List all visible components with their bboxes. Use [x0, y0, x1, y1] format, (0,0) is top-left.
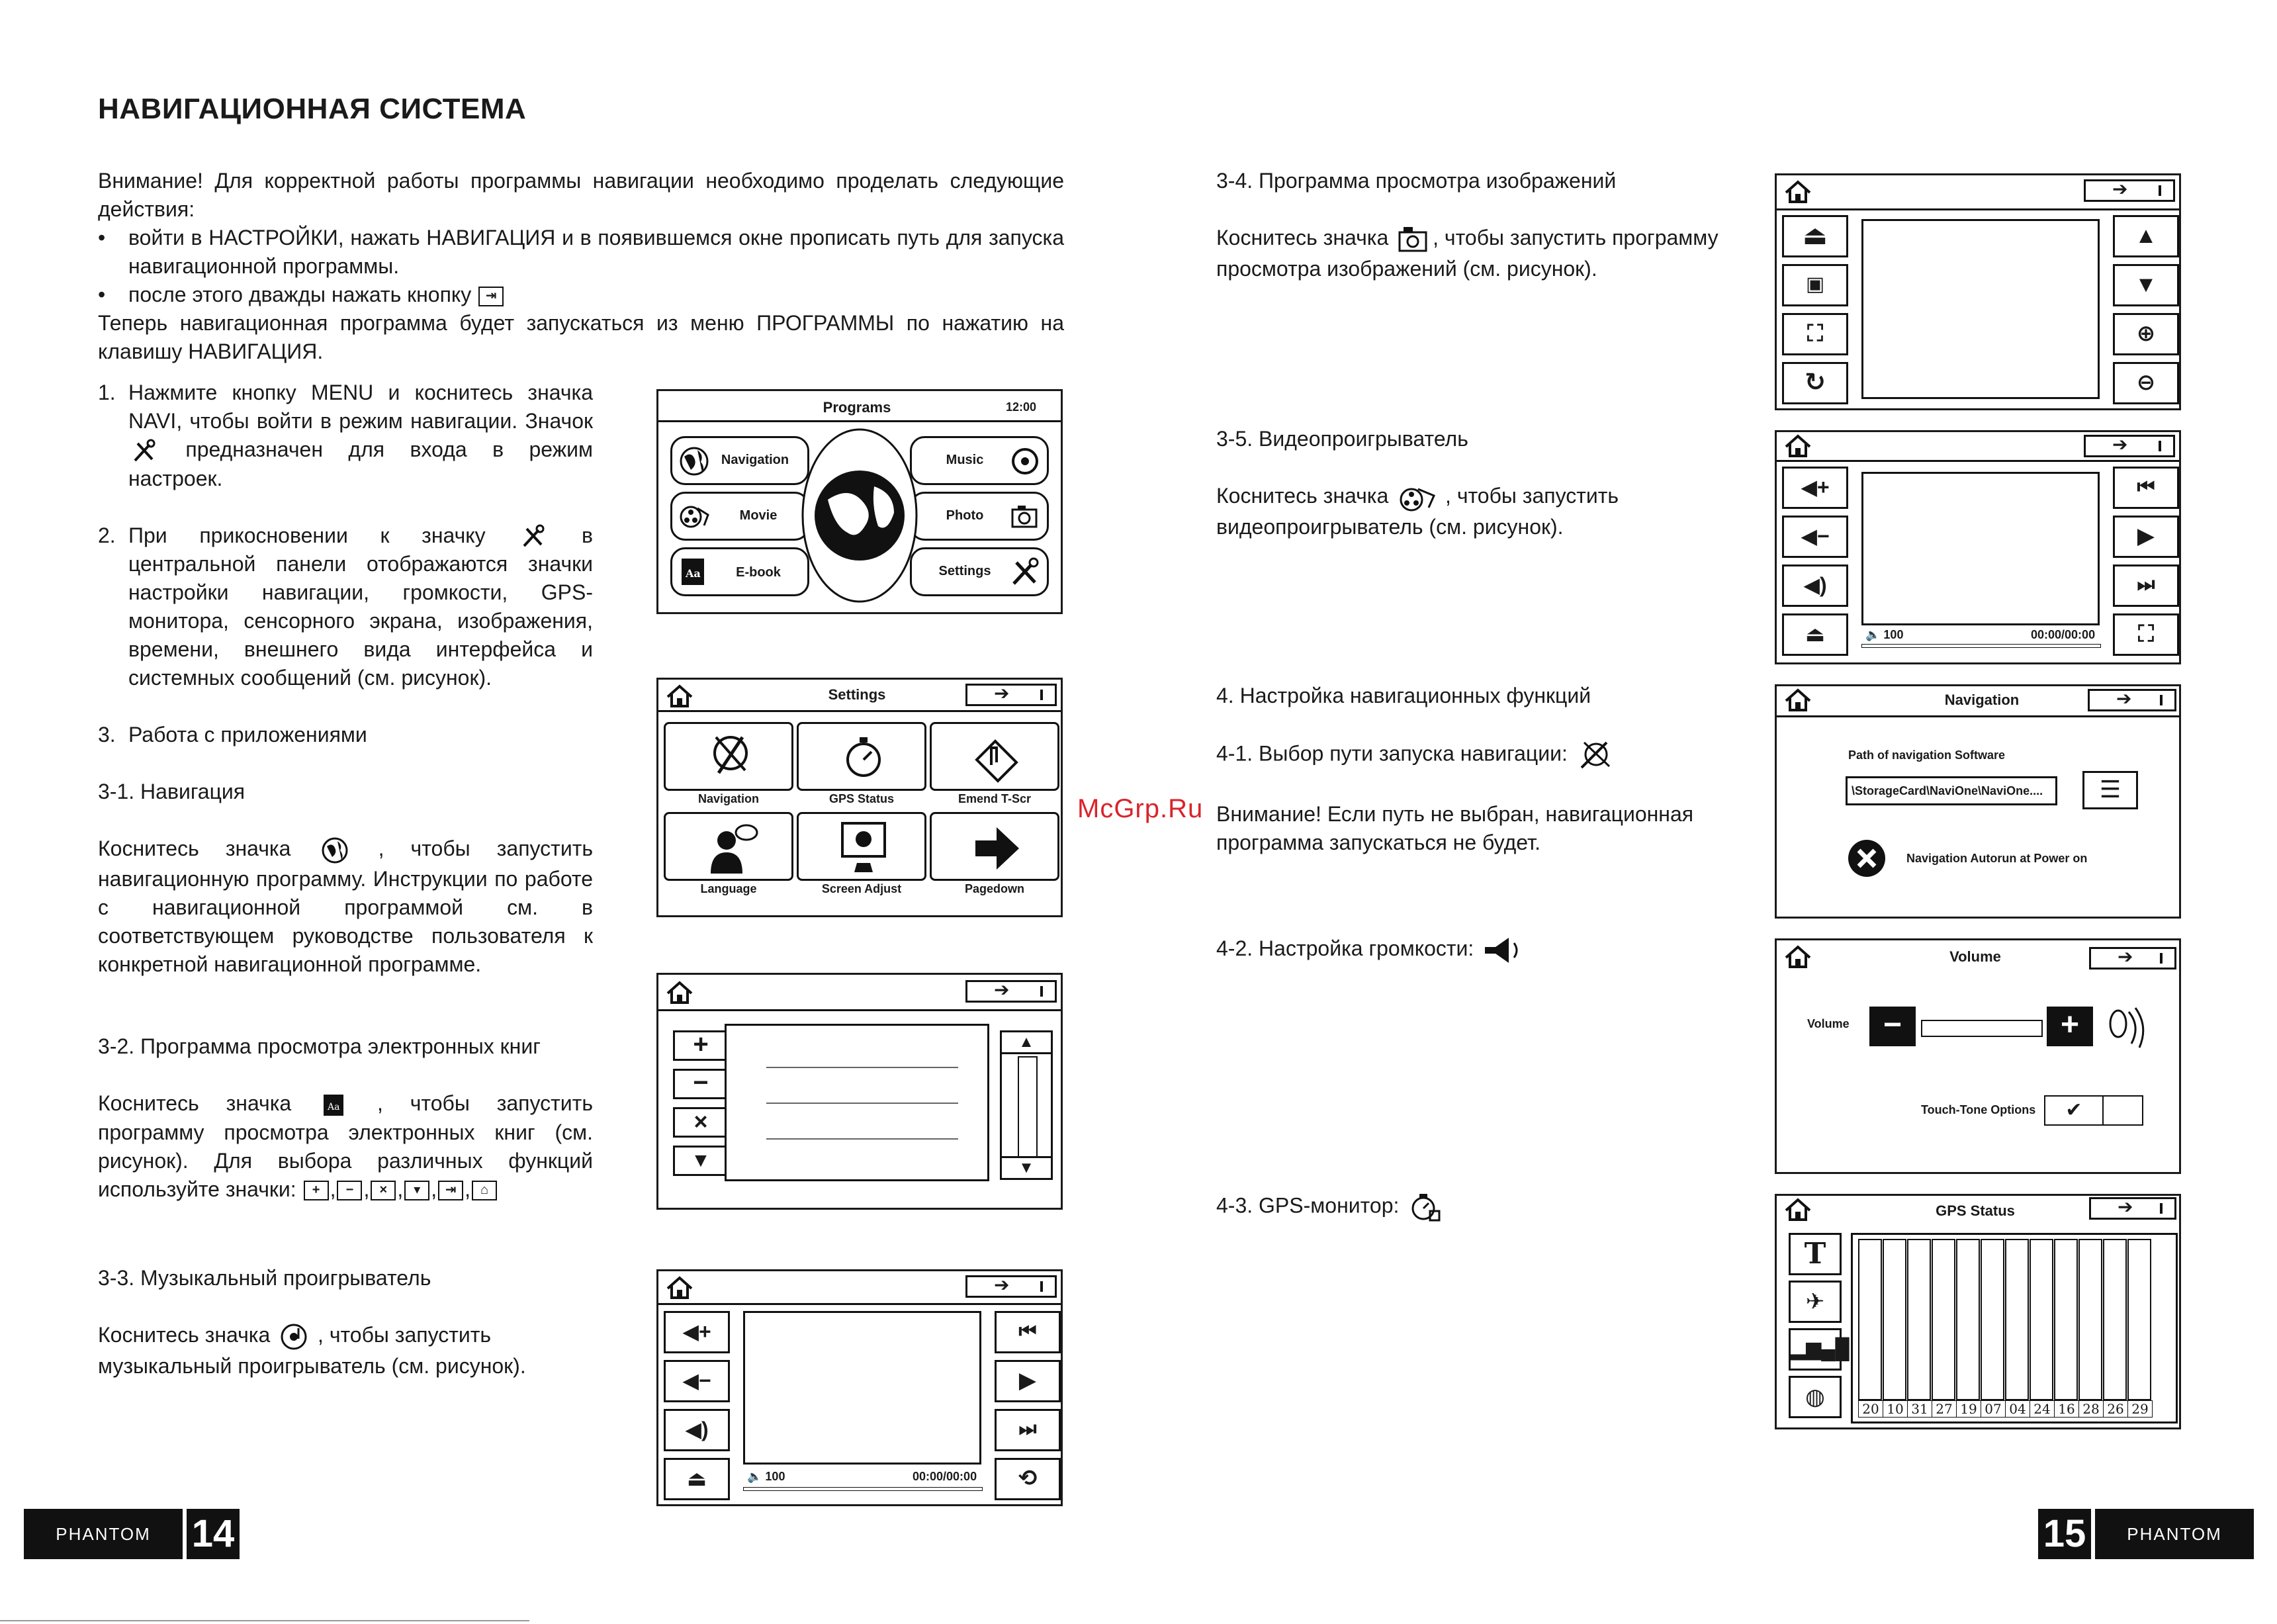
settings-tools-icon	[520, 523, 547, 550]
s35-b: , чтобы запустить видеопроигрыватель (см. рисунок).	[1216, 484, 1619, 539]
volume-decrease-button[interactable]: −	[1869, 1007, 1916, 1046]
rotate-button[interactable]: ↻	[1782, 362, 1848, 404]
arrow-right-icon	[971, 823, 1022, 874]
satellite-column	[1883, 1239, 1906, 1400]
item-3	[98, 721, 593, 749]
autorun-toggle-icon[interactable]	[1847, 838, 1887, 878]
touch-screen-hand-icon	[971, 733, 1022, 784]
section-3-1-text	[98, 835, 593, 979]
satellite-id: 04	[2005, 1400, 2030, 1418]
music-screen	[656, 1269, 1063, 1506]
item-1-a: Нажмите кнопку MENU и коснитесь значка NAVI, чтобы войти в режим навигации. Значок	[128, 381, 593, 433]
zoom-in-button[interactable]: +	[673, 1030, 729, 1061]
section-3-4	[1216, 167, 1746, 283]
exit-button[interactable]	[2089, 947, 2176, 970]
scroll-up-icon[interactable]: ▲	[1002, 1032, 1051, 1054]
navigation-screen-title: Navigation	[1944, 692, 2020, 708]
photo-camera-icon	[1008, 500, 1042, 533]
photo-camera-icon	[1397, 224, 1430, 255]
programs-photo-label: Photo	[946, 508, 984, 523]
programs-clock: 12:00	[1005, 400, 1037, 414]
svg-text:Aa: Aa	[328, 1101, 340, 1112]
satellite-column	[1981, 1239, 2004, 1400]
s43-text: 4-3. GPS-монитор:	[1216, 1193, 1400, 1218]
mute-button[interactable]: ◀)	[664, 1409, 730, 1451]
path-input[interactable]: \StorageCard\NaviOne\NaviOne....	[1846, 776, 2057, 805]
settings-screen	[656, 678, 1063, 917]
programs-navigation-button[interactable]	[670, 436, 809, 485]
item-2-a: При прикосновении к значку	[128, 523, 486, 547]
page-number-left: 14	[187, 1509, 240, 1559]
item-1-num: 1.	[98, 381, 116, 404]
satellite-column	[2054, 1239, 2078, 1400]
monitor-gear-icon	[840, 821, 887, 876]
home-icon[interactable]	[1783, 688, 1812, 713]
home-icon[interactable]	[665, 1275, 694, 1300]
intro-text: Внимание! Для корректной работы программы навигации необходимо проделать следующие действия:	[98, 169, 1064, 221]
close-button[interactable]: ×	[673, 1107, 729, 1138]
section-4	[1216, 682, 1746, 857]
slideshow-button[interactable]: ▣	[1782, 264, 1848, 306]
satellite-id: 24	[2030, 1400, 2055, 1418]
satellite-column	[1907, 1239, 1931, 1400]
home-icon[interactable]	[1783, 944, 1812, 970]
photo-viewer-screen	[1775, 173, 2181, 410]
ebook-icon	[679, 556, 709, 589]
home-icon[interactable]	[1783, 1197, 1812, 1222]
zoom-in-button[interactable]: ⊕	[2113, 313, 2179, 355]
programs-settings-button[interactable]	[910, 547, 1049, 596]
mute-button[interactable]: ◀)	[1782, 564, 1848, 607]
home-icon: ⌂	[472, 1181, 497, 1200]
satellite-id: 16	[2054, 1400, 2079, 1418]
video-volume-readout: 🔈 100	[1865, 628, 1904, 641]
volume-label: Volume	[1807, 1017, 1850, 1030]
item-3-num: 3.	[98, 723, 116, 747]
fullscreen-button[interactable]: ⛶	[2113, 613, 2179, 656]
exit-icon: ⇥	[438, 1181, 463, 1200]
gps-stopwatch-icon	[842, 733, 885, 784]
programs-title: Programs	[823, 399, 891, 416]
video-volume-value: 100	[1883, 628, 1904, 641]
previous-button[interactable]: ⏮	[2113, 467, 2179, 509]
section-3-1-heading: 3-1. Навигация	[98, 780, 246, 804]
s34-a: Коснитесь значка	[1216, 226, 1389, 249]
video-progress[interactable]	[1861, 644, 2101, 648]
music-disc-icon	[279, 1322, 309, 1352]
satellite-id: 20	[1858, 1400, 1883, 1418]
close-icon: ×	[371, 1181, 396, 1200]
settings-title: Settings	[828, 686, 886, 703]
s31-b: , чтобы запустить навигационную программу. Инструкции по работе с навигационной программой см. в соответствующем руководстве пользователя к конкретной навигационной программе.	[98, 836, 594, 976]
after-text: Теперь навигационная программа будет запускаться из меню ПРОГРАММЫ по нажатию на клавишу НАВИГАЦИЯ.	[98, 311, 1064, 363]
minus-icon: −	[337, 1181, 362, 1200]
settings-emend-button[interactable]	[930, 722, 1059, 791]
settings-tools-icon	[131, 438, 157, 465]
next-photo-button[interactable]: ▼	[2113, 264, 2179, 306]
music-time: 00:00/00:00	[913, 1470, 977, 1483]
exit-button[interactable]	[2084, 435, 2175, 457]
home-icon[interactable]	[1783, 433, 1812, 459]
section-3-5-text	[1216, 482, 1746, 541]
previous-photo-button[interactable]: ▲	[2113, 215, 2179, 257]
settings-language-button[interactable]	[664, 812, 793, 881]
satellite-column	[1932, 1239, 1955, 1400]
music-display	[743, 1311, 981, 1465]
settings-tools-icon	[1008, 556, 1042, 589]
programs-ebook-button[interactable]	[670, 547, 809, 596]
ebook-screen	[656, 973, 1063, 1210]
home-icon[interactable]	[665, 980, 694, 1005]
item-2-b: в центральной панели отображаются значки настройки навигации, громкости, GPS-монитора, сенсорного экрана, изображения, времени, внешнего вида интерфейса и системных сообщений (см. рисунок).	[128, 523, 594, 690]
programs-photo-button[interactable]	[910, 492, 1049, 541]
exit-button[interactable]	[965, 1275, 1057, 1298]
satellite-id: 27	[1932, 1400, 1957, 1418]
satellite-column	[2005, 1239, 2029, 1400]
item-3-text: Работа с приложениями	[128, 723, 367, 747]
programs-movie-button[interactable]	[670, 492, 809, 541]
intro-block	[98, 167, 1064, 366]
volume-up-button[interactable]: ◀+	[1782, 467, 1848, 509]
satellite-id: 31	[1907, 1400, 1932, 1418]
eject-button[interactable]: ⏏	[1782, 215, 1848, 257]
s32-b: , чтобы запустить программу просмотра электронных книг (см. рисунок). Для выбора различных функций используйте значки:	[98, 1091, 594, 1201]
music-disc-icon	[1008, 445, 1042, 478]
section-3-3	[98, 1264, 593, 1380]
gps-signal-panel	[1851, 1233, 2178, 1423]
section-3-4-heading: 3-4. Программа просмотра изображений	[1216, 169, 1617, 193]
svg-text:Aa: Aa	[686, 567, 701, 580]
settings-screen-adjust-button[interactable]	[797, 812, 926, 881]
settings-label-screen-adjust: Screen Adjust	[821, 882, 902, 895]
speaker-icon	[2105, 1004, 2149, 1050]
pagedown-button[interactable]: ▼	[673, 1146, 729, 1176]
scroll-down-icon[interactable]: ▼	[1002, 1156, 1051, 1178]
ebook-text-area	[725, 1024, 989, 1181]
next-button[interactable]: ⏭	[2113, 564, 2179, 607]
touch-tone-label: Touch-Tone Options	[1921, 1103, 2036, 1116]
section-4-1-heading	[1216, 739, 1746, 772]
item-1	[98, 379, 593, 493]
satellite-id: 19	[1956, 1400, 1981, 1418]
section-4-3	[1216, 1191, 1746, 1223]
autorun-label: Navigation Autorun at Power on	[1906, 852, 2088, 865]
path-label: Path of navigation Software	[1848, 748, 2006, 762]
zoom-out-button[interactable]: ⊖	[2113, 362, 2179, 404]
previous-button[interactable]: ⏮	[995, 1311, 1061, 1353]
volume-increase-button[interactable]: +	[2047, 1007, 2093, 1046]
s31-a: Коснитесь значка	[98, 836, 291, 861]
bullet-2	[98, 281, 1064, 309]
exit-button[interactable]	[965, 684, 1057, 706]
fit-screen-button[interactable]: ⛶	[1782, 313, 1848, 355]
section-3-5	[1216, 425, 1746, 541]
satellite-id: 26	[2103, 1400, 2128, 1418]
section-3-2	[98, 1032, 593, 1204]
gps-stopwatch-icon	[1407, 1191, 1442, 1223]
volume-slider[interactable]	[1921, 1020, 2043, 1037]
photo-display	[1861, 219, 2100, 399]
section-3-3-text	[98, 1321, 593, 1380]
film-reel-icon	[678, 500, 711, 533]
s33-a: Коснитесь значка	[98, 1323, 271, 1347]
speaker-volume-icon	[1482, 935, 1525, 966]
repeat-button[interactable]: ⟲	[995, 1458, 1061, 1500]
satellite-id: 10	[1883, 1400, 1908, 1418]
checkmark-icon: ✔	[2045, 1097, 2104, 1124]
bullet-1: • войти в НАСТРОЙКИ, нажать НАВИГАЦИЯ и в появившемся окне прописать путь для запуска навигационной программы.	[98, 224, 1064, 281]
next-button[interactable]: ⏭	[995, 1409, 1061, 1451]
programs-music-button[interactable]	[910, 436, 1049, 485]
center-globe-icon	[801, 427, 918, 604]
exit-button[interactable]	[2088, 689, 2176, 711]
settings-label-language: Language	[700, 882, 757, 895]
programs-screen	[656, 389, 1063, 614]
eject-button[interactable]: ⏏	[1782, 613, 1848, 656]
brand-logo-right: PHANTOM	[2095, 1509, 2254, 1559]
music-progress[interactable]	[743, 1487, 983, 1491]
navigation-path-screen	[1775, 684, 2181, 919]
satellite-column	[1858, 1239, 1882, 1400]
home-icon[interactable]	[1783, 179, 1812, 204]
section-3-2-text: Коснитесь значка Aa , чтобы запустить программу просмотра электронных книг (см. рисунок). Для выбора различных функций используйте значки: + , − , × , ▾ , ⇥ , ⌂	[98, 1091, 594, 1201]
satellite-column	[1956, 1239, 1980, 1400]
settings-label-gps: GPS Status	[828, 792, 895, 805]
ebook-scrollbar[interactable]	[1000, 1030, 1053, 1180]
satellite-id: 29	[2127, 1400, 2153, 1418]
section-4-1-warning: Внимание! Если путь не выбран, навигационная программа запускаться не будет.	[1216, 802, 1694, 854]
volume-screen-title: Volume	[1949, 948, 2001, 965]
programs-movie-label: Movie	[739, 508, 778, 523]
gps-screen-title: GPS Status	[1936, 1202, 2015, 1219]
section-3-4-text	[1216, 224, 1746, 283]
language-speech-icon	[707, 821, 760, 876]
s42-text: 4-2. Настройка громкости:	[1216, 936, 1474, 960]
exit-button[interactable]	[2089, 1197, 2176, 1220]
touch-tone-toggle[interactable]	[2044, 1095, 2143, 1126]
gps-text-view-button[interactable]: T	[1789, 1233, 1842, 1275]
satellite-id: 28	[2078, 1400, 2104, 1418]
section-4-2	[1216, 934, 1746, 966]
item-2-num: 2.	[98, 523, 116, 547]
globe-icon	[678, 445, 711, 478]
satellite-column	[2103, 1239, 2127, 1400]
ebook-icon	[321, 1092, 347, 1118]
satellite-column	[2127, 1239, 2151, 1400]
browse-button[interactable]: ☰	[2082, 771, 2138, 809]
film-reel-icon	[1397, 482, 1437, 513]
gps-satellite-view-button[interactable]: ✈	[1789, 1281, 1842, 1323]
video-time: 00:00/00:00	[2031, 628, 2096, 641]
home-icon[interactable]	[665, 684, 694, 709]
pagedown-icon: ▾	[404, 1181, 429, 1200]
programs-music-label: Music	[946, 453, 984, 467]
settings-label-pagedown: Pagedown	[964, 882, 1024, 895]
settings-label-emend: Emend T-Scr	[958, 792, 1032, 805]
brand-logo-left: PHANTOM	[24, 1509, 183, 1559]
left-column	[98, 379, 593, 979]
bullet-2-text: после этого дважды нажать кнопку	[128, 283, 472, 306]
s41-text: 4-1. Выбор пути запуска навигации:	[1216, 741, 1568, 766]
zoom-out-button[interactable]: −	[673, 1069, 729, 1099]
music-volume-value: 100	[765, 1470, 785, 1483]
gps-globe-button[interactable]: ◍	[1789, 1376, 1842, 1418]
video-screen	[1775, 430, 2181, 664]
satellite-id: 07	[1981, 1400, 2006, 1418]
watermark: McGrp.Ru	[1077, 794, 1204, 823]
plus-icon: +	[304, 1181, 329, 1200]
page-number-right: 15	[2038, 1509, 2091, 1559]
section-3-5-heading: 3-5. Видеопроигрыватель	[1216, 427, 1468, 451]
section-4-heading: 4. Настройка навигационных функций	[1216, 684, 1591, 707]
settings-gps-status-button[interactable]	[797, 722, 926, 791]
s34-b: , чтобы запустить программу просмотра изображений (см. рисунок).	[1216, 226, 1719, 281]
exit-key-icon: ⇥	[478, 287, 504, 306]
satellite-column	[2030, 1239, 2053, 1400]
gps-signal-bars-button[interactable]: ▂▆▄█	[1789, 1328, 1842, 1371]
settings-label-navigation: Navigation	[697, 792, 759, 805]
volume-down-button[interactable]: ◀−	[1782, 516, 1848, 558]
volume-down-button[interactable]: ◀−	[664, 1360, 730, 1402]
satellite-column	[2078, 1239, 2102, 1400]
settings-navigation-button[interactable]	[664, 722, 793, 791]
navigation-compass-icon	[1576, 739, 1613, 772]
exit-button[interactable]	[965, 980, 1057, 1003]
settings-pagedown-button[interactable]	[930, 812, 1059, 881]
section-3-2-heading: 3-2. Программа просмотра электронных книг	[98, 1034, 541, 1058]
programs-ebook-label: E-book	[736, 565, 781, 580]
programs-navigation-label: Navigation	[721, 453, 789, 467]
item-2	[98, 521, 593, 693]
play-button[interactable]: ▶	[995, 1360, 1061, 1402]
s33-b: , чтобы запустить музыкальный проигрыватель (см. рисунок).	[98, 1323, 526, 1378]
play-button[interactable]: ▶	[2113, 516, 2179, 558]
navigation-compass-icon	[709, 732, 752, 785]
gps-status-screen	[1775, 1194, 2181, 1429]
item-1-b: предназначен для входа в режим настроек.	[128, 437, 593, 490]
s35-a: Коснитесь значка	[1216, 484, 1389, 508]
s32-a: Коснитесь значка	[98, 1091, 292, 1115]
eject-button[interactable]: ⏏	[664, 1458, 730, 1500]
globe-icon	[320, 836, 349, 865]
exit-button[interactable]	[2084, 179, 2175, 202]
section-3-3-heading: 3-3. Музыкальный проигрыватель	[98, 1266, 431, 1290]
volume-screen	[1775, 938, 2181, 1174]
page-title: НАВИГАЦИОННАЯ СИСТЕМА	[98, 93, 527, 125]
volume-up-button[interactable]: ◀+	[664, 1311, 730, 1353]
music-volume-readout: 🔈 100	[747, 1470, 785, 1483]
programs-settings-label: Settings	[938, 564, 991, 578]
video-display	[1861, 472, 2100, 625]
